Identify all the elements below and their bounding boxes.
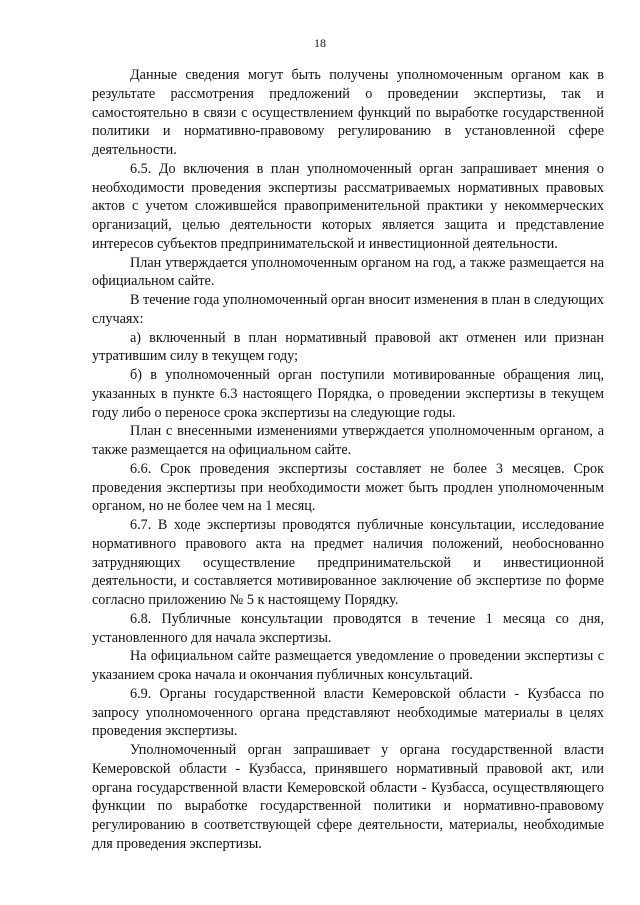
paragraph: 6.5. До включения в план уполномоченный орган запрашивает мнения о необходимости проведения экспертизы рассматриваемых нормативных правовых актов с учетом сложившейся правоприменительной практики у некоммерческих организаций, целью деятельности которых является защита и представление интересов субъектов предпринимательской и инвестиционной деятельности.	[92, 160, 604, 252]
paragraph: 6.7. В ходе экспертизы проводятся публичные консультации, исследование нормативного правового акта на предмет наличия положений, необоснованно затрудняющих осуществление предпринимательской и инвестиционной деятельности, и составляется мотивированное заключение об экспертизе по форме согласно приложению № 5 к настоящему Порядку.	[92, 517, 604, 608]
paragraph: 6.8. Публичные консультации проводятся в течение 1 месяца со дня, установленного для начала экспертизы.	[92, 610, 604, 646]
paragraph: Уполномоченный орган запрашивает у органа государственной власти Кемеровской области - Кузбасса, принявшего нормативный правовой акт, или органа государственной власти Кемеровской области - Кузбасса, осуществляющего функции по выработке государственной политики и нормативно-правовому регулированию в соответствующей сфере деятельности, материалы, необходимые для проведения экспертизы.	[92, 742, 604, 852]
paragraph: В течение года уполномоченный орган вносит изменения в план в следующих случаях:	[92, 292, 604, 327]
paragraph: На официальном сайте размещается уведомление о проведении экспертизы с указанием срока начала и окончания публичных консультаций.	[92, 648, 604, 683]
paragraph: 6.6. Срок проведения экспертизы составляет не более 3 месяцев. Срок проведения экспертизы при необходимости может быть продлен уполномоченным органом, но не более чем на 1 месяц.	[92, 460, 604, 515]
paragraph: 6.9. Органы государственной власти Кемеровской области - Кузбасса по запросу уполномоченного органа представляют необходимые материалы в целях проведения экспертизы.	[92, 685, 604, 740]
page-number: 18	[314, 36, 326, 50]
document-body	[92, 66, 604, 854]
paragraph: План утверждается уполномоченным органом на год, а также размещается на официальном сайте.	[92, 254, 604, 290]
paragraph: Данные сведения могут быть получены уполномоченным органом как в результате рассмотрения предложений о проведении экспертизы, так и самостоятельно в связи с осуществлением функций по выработке государственной политики и нормативно-правовому регулированию в установленной сфере деятельности.	[92, 67, 604, 158]
paragraph: а) включенный в план нормативный правовой акт отменен или признан утратившим силу в текущем году;	[92, 329, 604, 365]
paragraph: б) в уполномоченный орган поступили мотивированные обращения лиц, указанных в пункте 6.3 настоящего Порядка, о проведении экспертизы в текущем году либо о переносе срока экспертизы на следующие годы.	[92, 367, 604, 421]
paragraph: План с внесенными изменениями утверждается уполномоченным органом, а также размещается на официальном сайте.	[92, 423, 604, 458]
